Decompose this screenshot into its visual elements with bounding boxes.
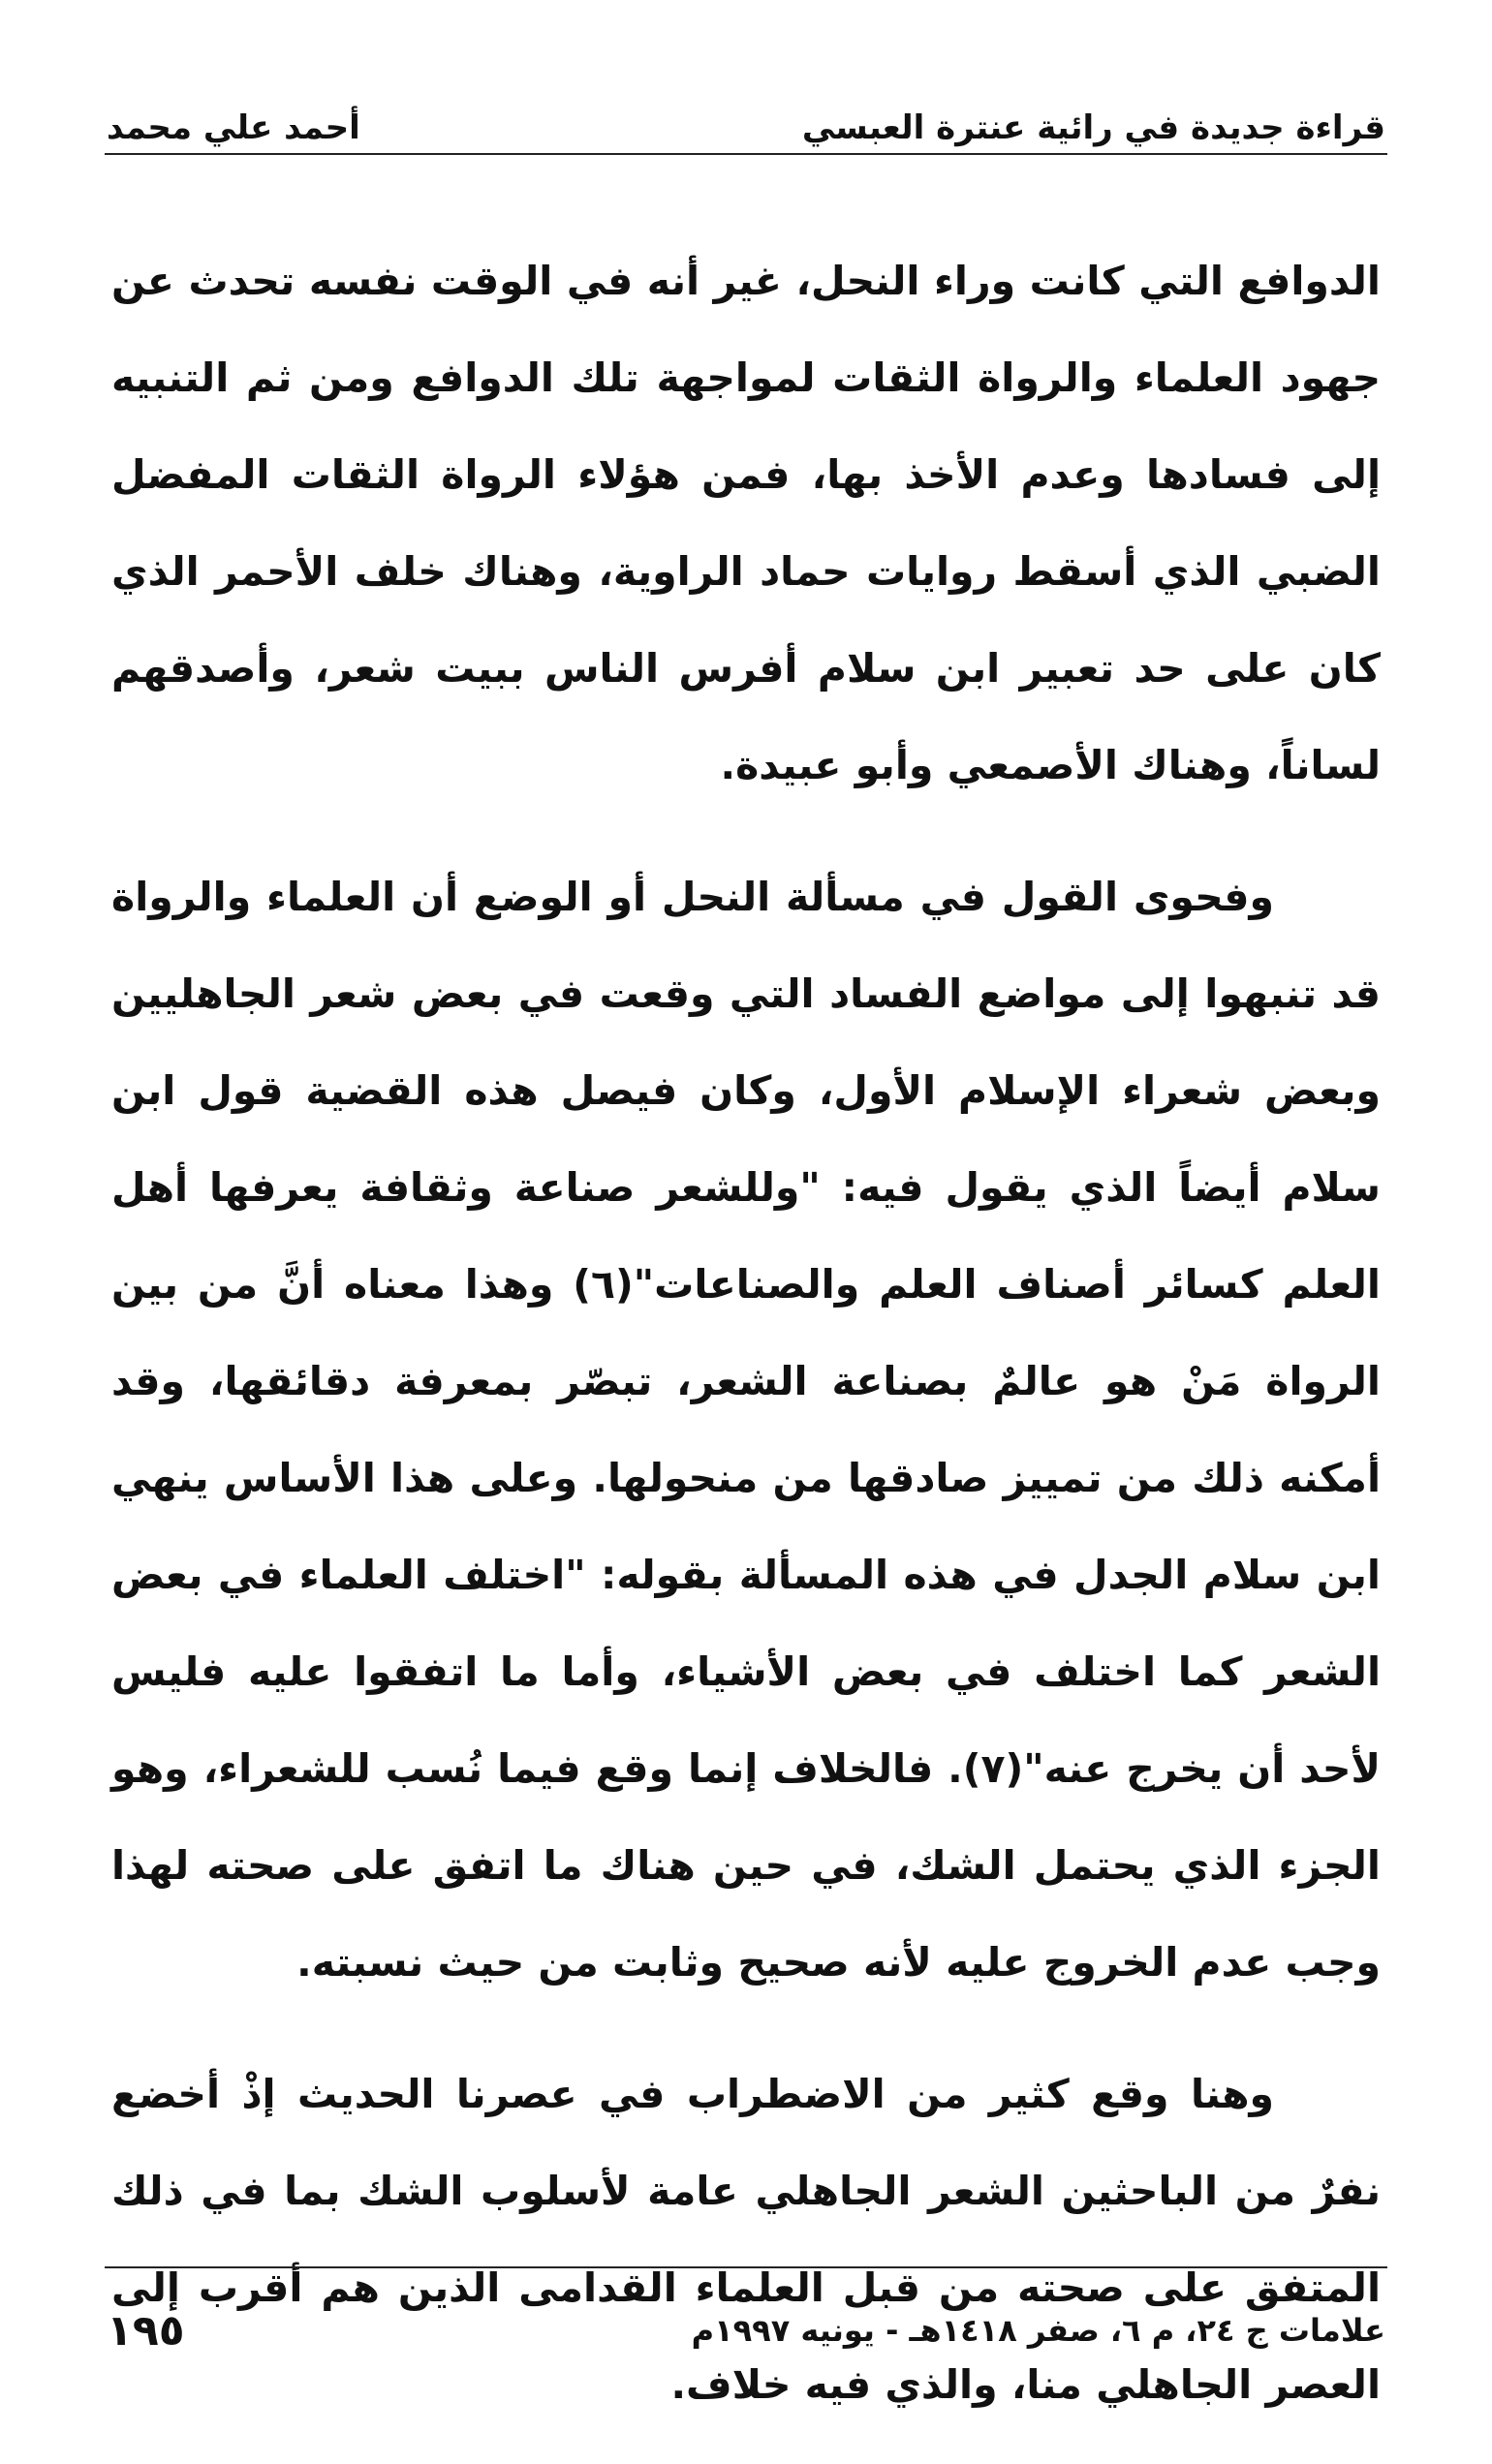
header-author: أحمد علي محمد xyxy=(107,108,360,147)
body-text xyxy=(111,232,1381,2433)
paragraph-1: الدوافع التي كانت وراء النحل، غير أنه في الوقت نفسه تحدث عن جهود العلماء والرواة الثقات لمواجهة تلك الدوافع ومن ثم التنبيه إلى فسادها وعدم الأخذ بها، فمن هؤلاء الرواة الثقات المفضل الضبي الذي أسقط روايات حماد الراوية، وهناك خلف الأحمر الذي كان على حد تعبير ابن سلام أفرس الناس ببيت شعر، وأصدقهم لساناً، وهناك الأصمعي وأبو عبيدة. xyxy=(111,258,1381,788)
paragraph-2: وفحوى القول في مسألة النحل أو الوضع أن العلماء والرواة قد تنبهوا إلى مواضع الفساد التي وقعت في بعض شعر الجاهليين وبعض شعراء الإسلام الأول، وكان فيصل هذه القضية قول ابن سلام أيضاً الذي يقول فيه: "وللشعر صناعة وثقافة يعرفها أهل العلم كسائر أصناف العلم والصناعات"(٦) وهذا معناه أنَّ من بين الرواة مَنْ هو عالمٌ بصناعة الشعر، تبصّر بمعرفة دقائقها، وقد أمكنه ذلك من تمييز صادقها من منحولها. وعلى هذا الأساس ينهي ابن سلام الجدل في هذه المسألة بقوله: "اختلف العلماء في بعض الشعر كما اختلف في بعض الأشياء، وأما ما اتفقوا عليه فليس لأحد أن يخرج عنه"(٧). فالخلاف إنما وقع فيما نُسب للشعراء، وهو الجزء الذي يحتمل الشك، في حين هناك ما اتفق على صحته لهذا وجب عدم الخروج عليه لأنه صحيح وثابت من حيث نسبته. xyxy=(111,874,1381,1986)
paragraph-3: وهنا وقع كثير من الاضطراب في عصرنا الحديث إذْ أخضع نفرٌ من الباحثين الشعر الجاهلي عامة لأسلوب الشك بما في ذلك المتفق على صحته من قبل العلماء القدامى الذين هم أقرب إلى العصر الجاهلي منا، والذي فيه خلاف. xyxy=(111,2071,1381,2408)
page-footer xyxy=(107,2301,1385,2359)
page-number: ١٩٥ xyxy=(107,2305,185,2356)
header-book-title: قراءة جديدة في رائية عنترة العبسي xyxy=(801,108,1385,147)
header-rule xyxy=(105,153,1387,155)
running-header xyxy=(107,89,1385,147)
footer-rule xyxy=(105,2266,1387,2268)
footer-citation: علامات ج ٢٤، م ٦، صفر ١٤١٨هـ - يونيه ١٩٩٧م xyxy=(691,2312,1385,2349)
